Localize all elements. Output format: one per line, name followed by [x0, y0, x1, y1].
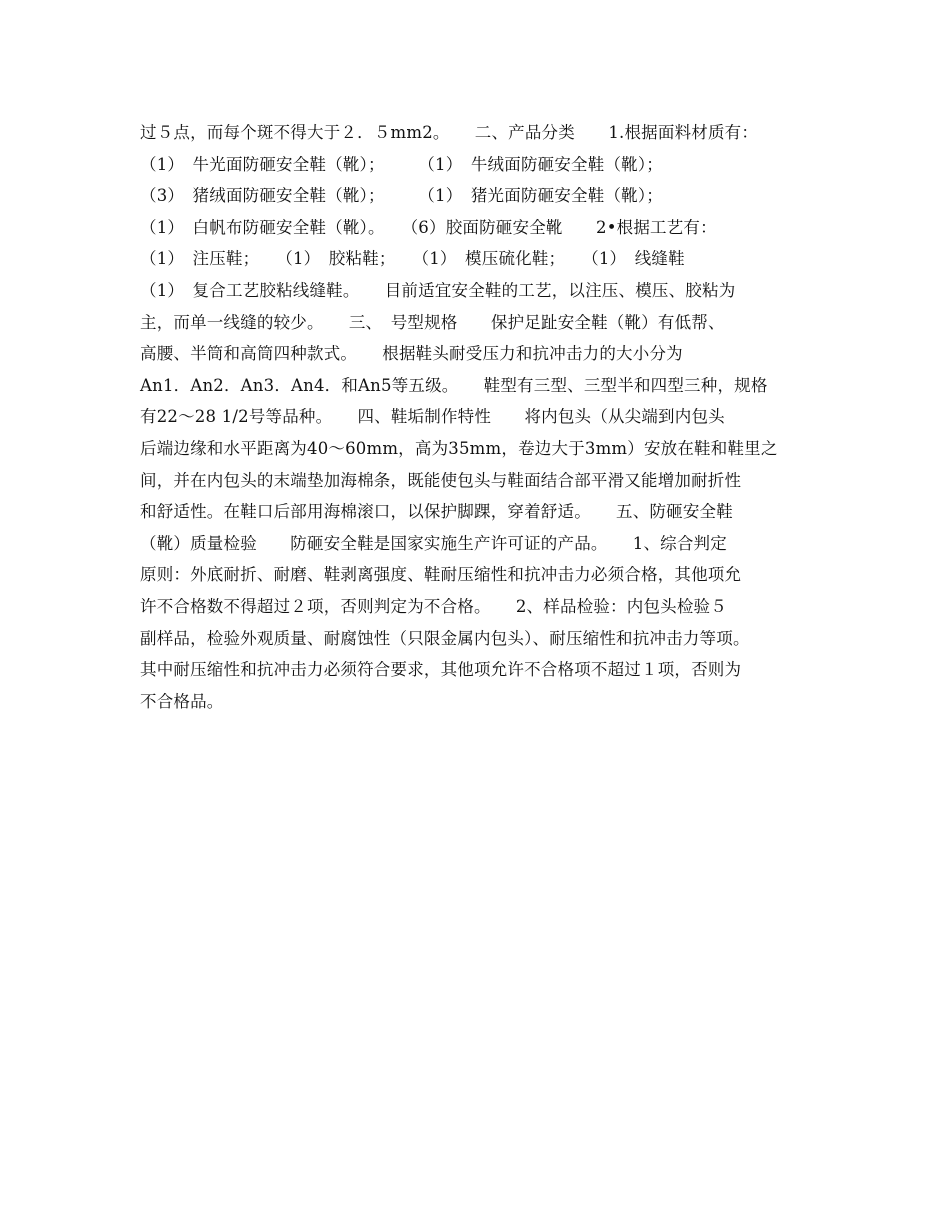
text-line: 有22～28 1/2号等品种。 四、鞋垢制作特性 将内包头（从尖端到内包头: [140, 407, 725, 427]
text-line: 不合格品。: [140, 691, 224, 711]
text-line: 后端边缘和水平距离为40～60mm，高为35mm，卷边大于3mm）安放在鞋和鞋里之: [140, 438, 778, 458]
text-line: 主，而单一线缝的较少。 三、 号型规格 保护足趾安全鞋（靴）有低帮、: [140, 312, 725, 332]
text-line: 高腰、半筒和高筒四种款式。 根据鞋头耐受压力和抗冲击力的大小分为: [140, 344, 683, 364]
text-line: 副样品，检验外观质量、耐腐蚀性（只限金属内包头）、耐压缩性和抗冲击力等项。: [140, 628, 750, 648]
text-line: （靴）质量检验 防砸安全鞋是国家实施生产许可证的产品。 1、综合判定: [140, 533, 727, 553]
text-line: 其中耐压缩性和抗冲击力必须符合要求，其他项允许不合格项不超过１项，否则为: [140, 660, 742, 680]
text-line: （3） 猪绒面防砸安全鞋（靴）； （1） 猪光面防砸安全鞋（靴）；: [140, 186, 663, 206]
text-line: 原则：外底耐折、耐磨、鞋剥离强度、鞋耐压缩性和抗冲击力必须合格，其他项允: [140, 565, 742, 585]
text-line: 和舒适性。在鞋口后部用海棉滚口，以保护脚踝，穿着舒适。 五、防砸安全鞋: [140, 502, 733, 522]
text-line: （1） 注压鞋； （1） 胶粘鞋； （1） 模压硫化鞋； （1） 线缝鞋: [140, 249, 685, 269]
text-line: 许不合格数不得超过２项，否则判定为不合格。 2、样品检验：内包头检验５: [140, 596, 727, 616]
text-line: （1） 牛光面防砸安全鞋（靴）； （1） 牛绒面防砸安全鞋（靴）；: [140, 154, 663, 174]
text-line: 过５点，而每个斑不得大于２．５mm2。 二、产品分类 1.根据面料材质有：: [140, 123, 759, 142]
text-line: （1） 白帆布防砸安全鞋（靴）。 （6）胶面防砸安全靴 2•根据工艺有：: [140, 217, 717, 237]
text-line: 间，并在内包头的末端垫加海棉条，既能使包头与鞋面结合部平滑又能增加耐折性: [140, 470, 742, 490]
text-line: （1） 复合工艺胶粘线缝鞋。 目前适宜安全鞋的工艺，以注压、模压、胶粘为: [140, 280, 736, 300]
text-line: An1．An2．An3．An4．和An5等五级。 鞋型有三型、三型半和四型三种，规格: [140, 375, 768, 395]
body-text: [140, 117, 830, 717]
